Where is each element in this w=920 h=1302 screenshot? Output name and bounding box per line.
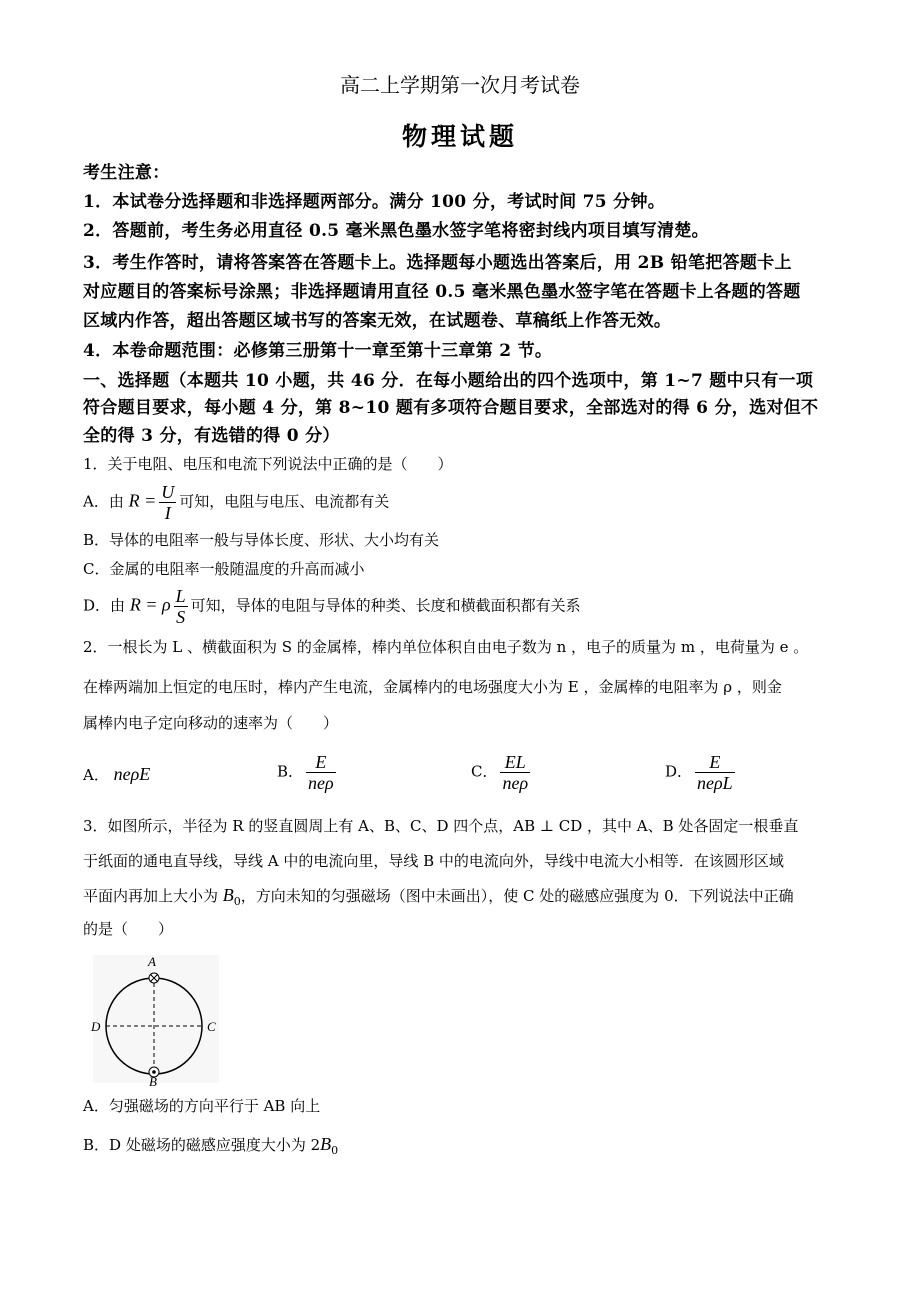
notice-heading: 考生注意： <box>83 163 170 183</box>
q3-option-b: B．D 处磁场的磁感应强度大小为 $2B_0$ <box>83 1134 339 1157</box>
q2-stem: 2．一根长为 L 、横截面积为 S 的金属棒，棒内单位体积自由电子数为 n ，电子的质量为 m ，电荷量为 e 。 <box>83 638 809 656</box>
q2-option-b: B． $\frac{E}{\text{neρ}}$ <box>277 752 334 793</box>
section-instructions: 符合题目要求，每小题 4 分，第 8~10 题有多项符合题目要求，全部选对的得 6 分，选对但不 <box>83 398 819 418</box>
exam-subtitle: 高二上学期第一次月考试卷 <box>340 73 580 97</box>
q3-circle-figure <box>90 953 222 1088</box>
current-into-page-icon <box>149 973 159 983</box>
notice-line: 4．本卷命题范围：必修第三册第十一章至第十三章第 2 节。 <box>83 341 553 361</box>
q2-stem: 属棒内电子定向移动的速率为（ ） <box>83 714 339 732</box>
section-instructions: 一、选择题（本题共 10 小题，共 46 分．在每小题给出的四个选项中，第 1~7 题中只有一项 <box>83 371 814 391</box>
notice-line: 3．考生作答时，请将答案答在答题卡上。选择题每小题选出答案后，用 2B 铅笔把答题卡上 <box>83 253 792 273</box>
q3-stem: 于纸面的通电直导线，导线 A 中的电流向里，导线 B 中的电流向外，导线中电流大小相等．在该圆形区域 <box>83 852 784 870</box>
exam-title: 物理试题 <box>401 122 518 151</box>
q1-stem: 1．关于电阻、电压和电流下列说法中正确的是（ ） <box>83 455 453 473</box>
notice-line: 对应题目的答案标号涂黑；非选择题请用直径 0.5 毫米黑色墨水签字笔在答题卡上各题的答题 <box>83 282 801 302</box>
q3-stem: 3．如图所示，半径为 R 的竖直圆周上有 A、B、C、D 四个点，AB ⊥ CD ，其中 A、B 处各固定一根垂直 <box>83 817 799 835</box>
q1-option-c: C．金属的电阻率一般随温度的升高而减小 <box>83 560 365 578</box>
q2-option-a: A． neρE <box>83 764 151 784</box>
notice-line: 1．本试卷分选择题和非选择题两部分。满分 100 分，考试时间 75 分钟。 <box>83 192 666 212</box>
notice-line: 2．答题前，考生务必用直径 0.5 毫米黑色墨水签字笔将密封线内项目填写清楚。 <box>83 221 709 241</box>
q2-stem: 在棒两端加上恒定的电压时，棒内产生电流，金属棒内的电场强度大小为 E ，金属棒的电阻率为 ρ ，则金 <box>83 678 782 696</box>
q3-stem: 平面内再加上大小为 $B_0$，方向未知的匀强磁场（图中未画出），使 C 处的磁感应强度为 0．下列说法中正确 <box>83 885 794 908</box>
q1-option-a: A．由 R = $\frac{U}{I}$ 可知，电阻与电压、电流都有关 <box>83 482 390 523</box>
label-d: D <box>91 1019 101 1034</box>
section-instructions: 全的得 3 分，有选错的得 0 分） <box>83 426 340 446</box>
label-a: A <box>148 954 156 969</box>
label-c: C <box>207 1019 216 1034</box>
q3-stem: 的是（ ） <box>83 920 174 938</box>
q2-option-c: C． $\frac{EL}{\text{neρ}}$ <box>471 752 529 793</box>
label-b: B <box>149 1074 157 1088</box>
notice-line: 区域内作答，超出答题区域书写的答案无效，在试题卷、草稿纸上作答无效。 <box>83 311 672 331</box>
q1-option-b: B．导体的电阻率一般与导体长度、形状、大小均有关 <box>83 531 440 549</box>
q3-option-a: A．匀强磁场的方向平行于 AB 向上 <box>83 1097 321 1115</box>
q2-option-d: D． $\frac{E}{\text{neρL}}$ <box>665 752 733 793</box>
q1-option-d: D．由 R = ρ $\frac{L}{S}$ 可知，导体的电阻与导体的种类、长度和横截面积都有关系 <box>83 586 581 627</box>
